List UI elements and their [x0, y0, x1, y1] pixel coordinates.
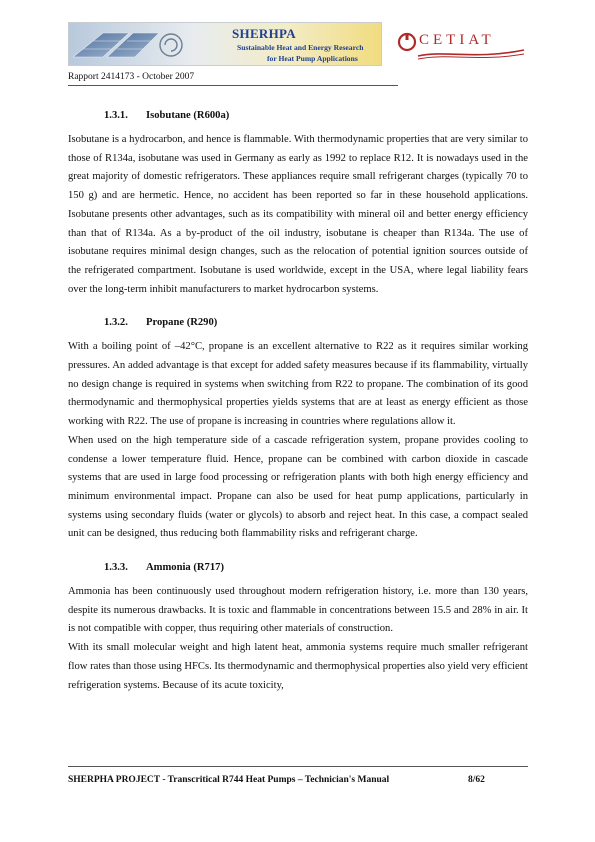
section-heading-propane: [104, 317, 528, 328]
section-number: 1.3.1.: [104, 110, 128, 121]
sherhpa-logo: [68, 22, 382, 66]
header-divider: [68, 85, 398, 86]
section-title: Ammonia (R717): [146, 562, 224, 574]
cetiat-wordmark: CETIAT: [419, 32, 495, 48]
section-number: 1.3.3.: [104, 562, 128, 574]
paragraph: With a boiling point of –42°C, propane is an excellent alternative to R22 as it requires similar working pressures. An added advantage is that except for added safety measures because if its flammability, virtually no design change is required in systems when switching from R22 to propane. The combination of its good thermodynamic and thermophysical properties yields systems that are at least as energy efficient as those working with R22. The use of propane is increasing in countries where regulations allow it.: [68, 341, 528, 428]
page-number: 8/62: [468, 775, 485, 785]
footer-title: SHERPHA PROJECT - Transcritical R744 Heat Pumps – Technician's Manual: [68, 775, 390, 785]
paragraph: With its small molecular weight and high latent heat, ammonia systems require much smaller refrigerant flow rates than those using HFCs. Its thermodynamic and thermophysical properties also yield very efficient refrigeration systems. Because of its acute toxicity,: [68, 642, 528, 691]
section-number: 1.3.2.: [104, 317, 128, 329]
report-reference: Rapport 2414173 - October 2007: [68, 72, 195, 82]
logo-title: SHERHPA: [232, 26, 296, 41]
cetiat-logo: [396, 30, 526, 62]
document-body: [68, 102, 528, 695]
solar-panels-icon: [73, 27, 183, 63]
section-title: Isobutane (R600a): [146, 110, 230, 121]
logo-subtitle-line1: Sustainable Heat and Energy Research: [237, 43, 364, 52]
paragraph: When used on the high temperature side of a cascade refrigeration system, propane provides cooling to condense a lower temperature fluid. Hence, propane can be combined with carbon dioxide in cascade systems that are used in large food processing or refrigeration plants with both high energy efficiency and minimum environmental impact. Propane can also be used for heat pump applications, particularly in systems using secondary fluids (water or glycols) to absorb and reject heat. In this case, a compact sealed unit can be designed, thus reducing both flammability risks and refrigerant charge.: [68, 434, 528, 540]
paragraph: Isobutane is a hydrocarbon, and hence is flammable. With thermodynamic properties that are very similar to those of R134a, isobutane was used in Germany as early as 1992 to replace R12. It is nowadays used in the great majority of domestic refrigerators. These appliances require small refrigerant charges (typically 70 to 150 g) and are hermetic. Hence, no accident has been reported so far in these household applications. Isobutane presents other advantages, such as its compatibility with mineral oil and better energy efficiency than that of R134a. As a by-product of the oil industry, isobutane is cheaper than R134a. The use of isobutane requires minimal design changes, such as the relocation of potential ignition sources outside of the refrigerated compartment. Isobutane is used worldwide, except in the USA, where legal liability fears over the long-term inhibit manufacturers to market hydrocarbon systems.: [68, 134, 528, 295]
section-heading-ammonia: [104, 562, 528, 573]
section-title: Propane (R290): [146, 317, 218, 329]
page-header: [68, 22, 528, 68]
footer-divider: [68, 766, 528, 767]
paragraph: Ammonia has been continuously used throughout modern refrigeration history, i.e. more than 130 years, despite its numerous drawbacks. It is toxic and flammable in concentrations between 15.5 and 28% in air. It is not compatible with copper, thus requiring other materials of construction.: [68, 586, 528, 635]
section-heading-isobutane: [104, 110, 528, 121]
logo-subtitle-line2: for Heat Pump Applications: [267, 54, 358, 63]
